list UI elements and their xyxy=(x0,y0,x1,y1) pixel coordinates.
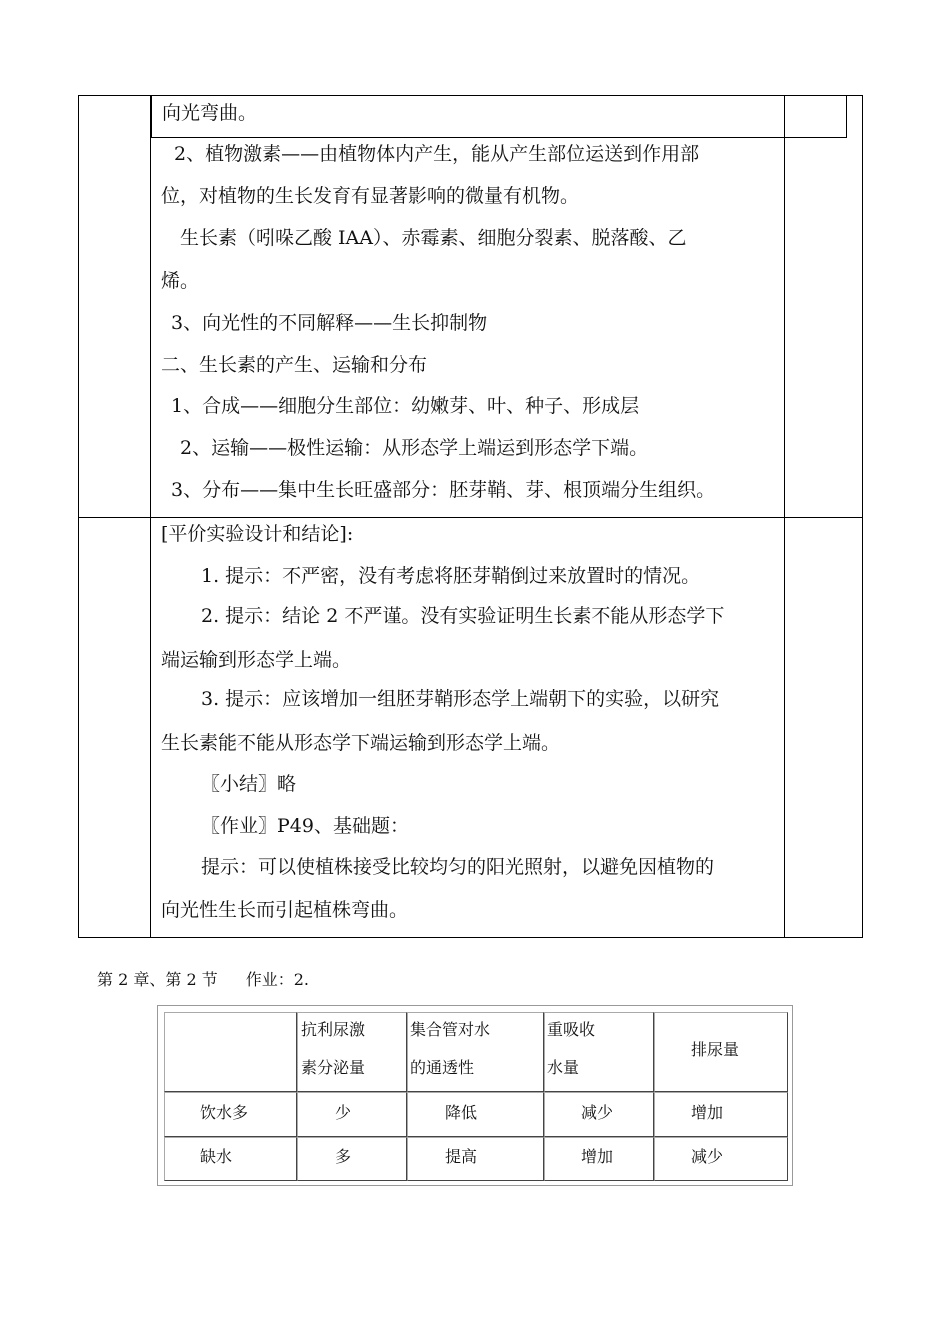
paragraph-line: 生长素（吲哚乙酸 IAA）、赤霉素、细胞分裂素、脱落酸、乙 xyxy=(180,227,687,249)
paragraph-line: 烯。 xyxy=(161,270,200,292)
homework-table xyxy=(157,1005,793,1186)
table-cell: 减少 xyxy=(654,1137,788,1181)
paragraph-line: 2、植物激素——由植物体内产生，能从产生部位运送到作用部 xyxy=(174,143,700,165)
paragraph-line: 端运输到形态学上端。 xyxy=(161,649,352,671)
table-cell: 增加 xyxy=(654,1092,788,1137)
section-heading: 二、生长素的产生、运输和分布 xyxy=(161,354,428,376)
box-text: 向光弯曲。 xyxy=(162,102,258,124)
table-row-label: 饮水多 xyxy=(164,1092,297,1137)
table-row-label: 缺水 xyxy=(164,1137,297,1181)
paragraph-line: 1. 提示：不严密，没有考虑将胚芽鞘倒过来放置时的情况。 xyxy=(201,565,701,587)
table-cell: 增加 xyxy=(544,1137,654,1181)
table-header-cell: 排尿量 xyxy=(654,1012,788,1092)
section-heading: [平价实验设计和结论]: xyxy=(161,523,354,545)
table-header-cell: 重吸收 水量 xyxy=(544,1012,654,1092)
paragraph-line: 3. 提示：应该增加一组胚芽鞘形态学上端朝下的实验，以研究 xyxy=(201,688,720,710)
table-cell: 多 xyxy=(297,1137,407,1181)
paragraph-line: 向光性生长而引起植株弯曲。 xyxy=(161,899,409,921)
paragraph-line: 〖小结〗略 xyxy=(201,773,297,795)
inner-text-box xyxy=(151,96,847,138)
chapter-label: 第 2 章、第 2 节 xyxy=(97,970,218,989)
table-header-cell: 集合管对水 的通透性 xyxy=(407,1012,544,1092)
table-cell: 降低 xyxy=(407,1092,544,1137)
table-cell: 减少 xyxy=(544,1092,654,1137)
table-cell: 少 xyxy=(297,1092,407,1137)
paragraph-line: 提示：可以使植株接受比较均匀的阳光照射，以避免因植物的 xyxy=(201,856,715,878)
row-divider xyxy=(79,517,862,518)
table-corner-cell xyxy=(164,1012,297,1092)
paragraph-line: 〖作业〗P49、基础题： xyxy=(201,815,409,837)
paragraph-line: 3、分布——集中生长旺盛部分：胚芽鞘、芽、根顶端分生组织。 xyxy=(171,479,716,501)
table-header-cell: 抗利尿激 素分泌量 xyxy=(297,1012,407,1092)
paragraph-line: 生长素能不能从形态学下端运输到形态学上端。 xyxy=(161,732,561,754)
homework-caption xyxy=(97,967,309,990)
main-table xyxy=(78,95,863,938)
paragraph-line: 位，对植物的生长发育有显著影响的微量有机物。 xyxy=(161,185,580,207)
paragraph-line: 1、合成——细胞分生部位：幼嫩芽、叶、种子、形成层 xyxy=(171,395,640,417)
paragraph-line: 2、运输——极性运输：从形态学上端运到形态学下端。 xyxy=(180,437,649,459)
homework-label: 作业：2. xyxy=(245,970,309,989)
paragraph-line: 2. 提示：结论 2 不严谨。没有实验证明生长素不能从形态学下 xyxy=(201,605,725,627)
paragraph-line: 3、向光性的不同解释——生长抑制物 xyxy=(171,312,488,334)
table-cell: 提高 xyxy=(407,1137,544,1181)
